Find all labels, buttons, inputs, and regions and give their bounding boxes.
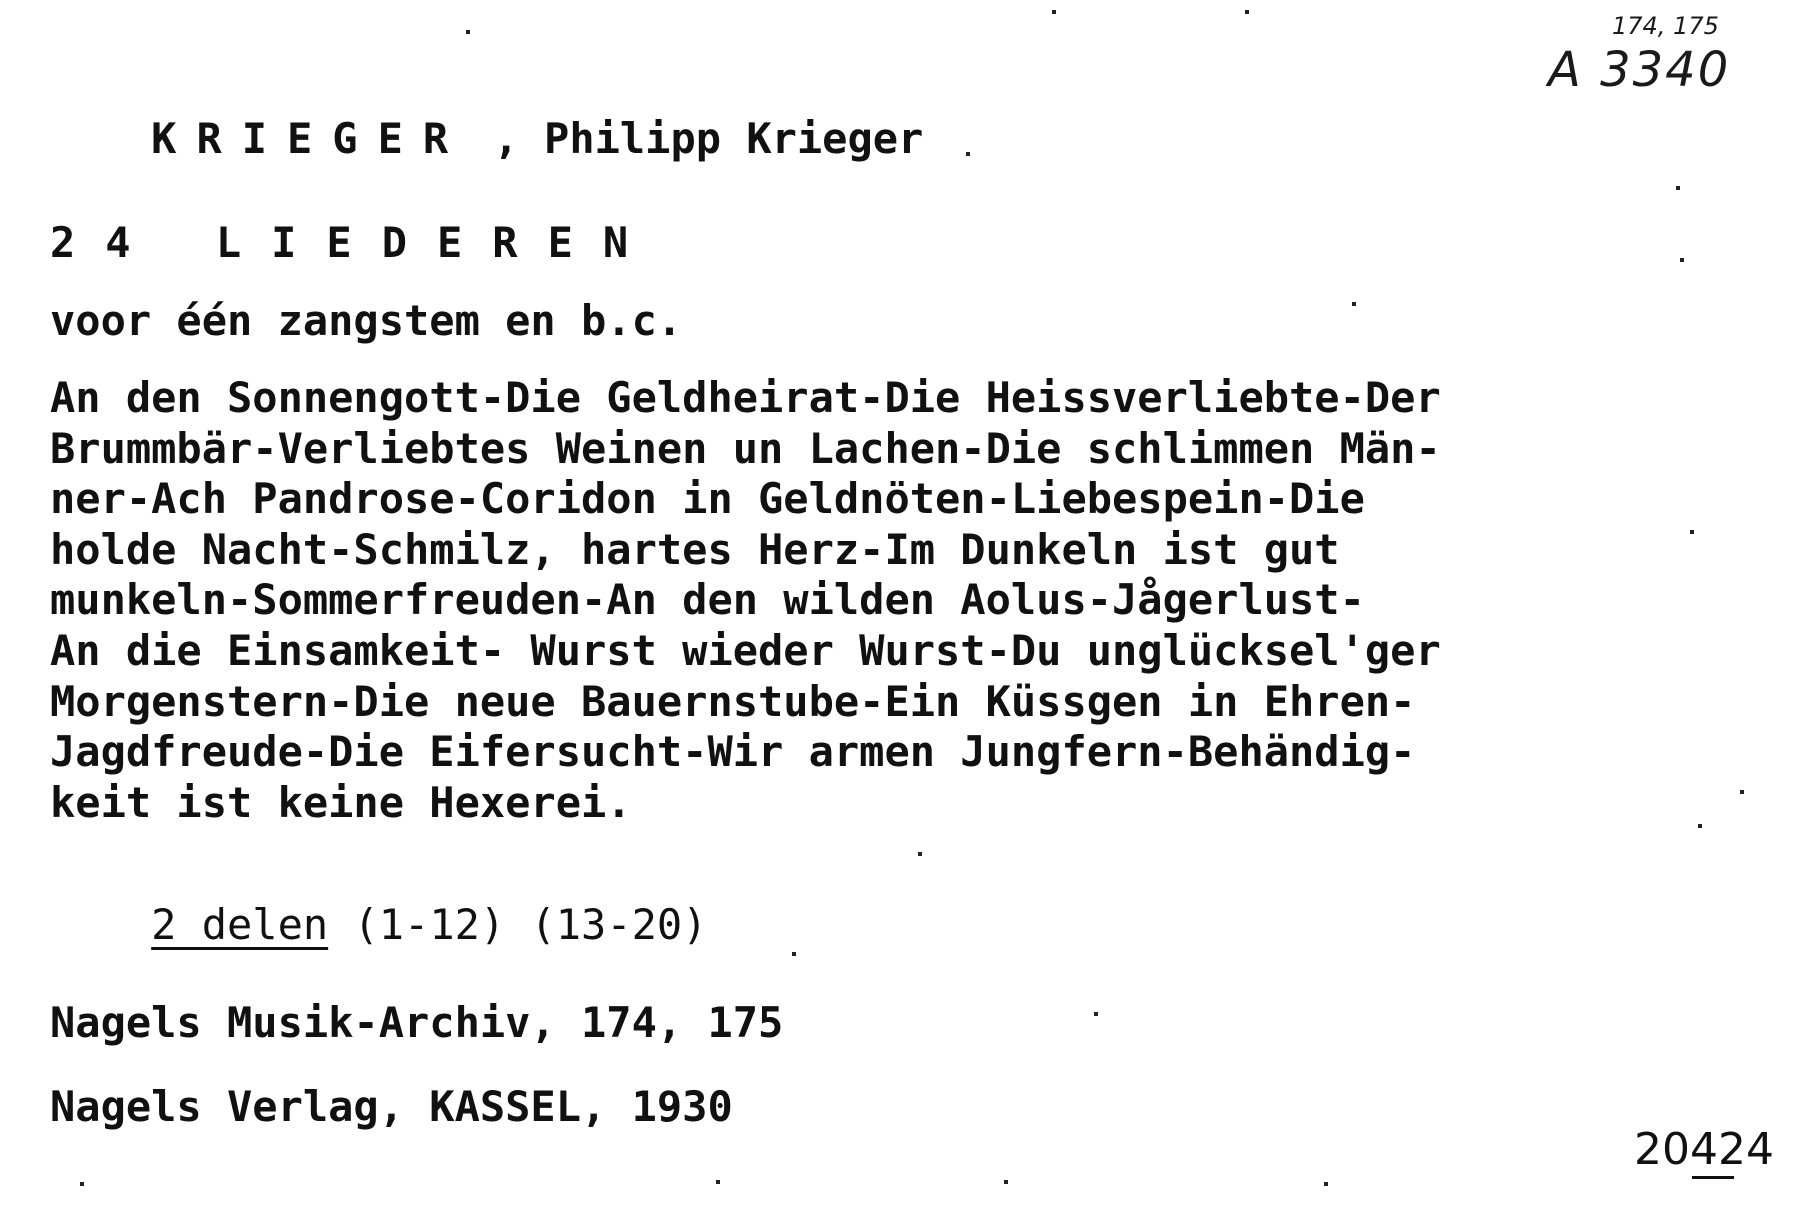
paper-speck	[1352, 302, 1356, 306]
contents-line: Brummbär-Verliebtes Weinen un Lachen-Die schlimmen Män-	[50, 423, 1441, 473]
contents-line: Jagdfreude-Die Eifersucht-Wir armen Jungfern-Behändig-	[50, 727, 1416, 777]
paper-speck	[792, 952, 796, 956]
paper-speck	[1052, 10, 1056, 14]
paper-speck	[1740, 790, 1744, 794]
paper-speck	[716, 1180, 720, 1184]
accession-number: 20424	[1634, 1124, 1774, 1175]
contents-line: munkeln-Sommerfreuden-An den wilden Aolus-Jågerlust-	[50, 575, 1365, 625]
series-statement: Nagels Musik-Archiv, 174, 175	[50, 998, 784, 1047]
contents-list	[50, 373, 1770, 828]
accession-underline	[1692, 1176, 1734, 1179]
paper-speck	[1004, 1180, 1008, 1184]
contents-line: holde Nacht-Schmilz, hartes Herz-Im Dunkeln ist gut	[50, 524, 1340, 574]
work-subtitle: voor één zangstem en b.c.	[50, 296, 683, 345]
paper-speck	[1094, 1012, 1098, 1016]
paper-speck	[466, 30, 470, 34]
parts-count: 2 delen	[151, 900, 329, 949]
publisher-statement: Nagels Verlag, KASSEL, 1930	[50, 1082, 733, 1131]
work-title: 24 LIEDEREN	[50, 218, 659, 267]
paper-speck	[1698, 824, 1702, 828]
contents-line: An die Einsamkeit- Wurst wieder Wurst-Du unglücksel'ger	[50, 625, 1441, 675]
author-surname: KRIEGER	[151, 114, 469, 163]
parts-ranges: (1-12) (13-20)	[328, 900, 708, 949]
handwritten-shelfmark: A 3340	[1548, 42, 1731, 98]
paper-speck	[1324, 1182, 1328, 1186]
paper-speck	[1690, 530, 1694, 534]
contents-line: An den Sonnengott-Die Geldheirat-Die Heissverliebte-Der	[50, 373, 1441, 422]
paper-speck	[1680, 258, 1684, 262]
author-fullname: Philipp Krieger	[544, 114, 924, 163]
contents-line: keit ist keine Hexerei.	[50, 777, 632, 827]
paper-speck	[966, 152, 970, 156]
handwritten-volumes: 174, 175	[1612, 12, 1719, 40]
paper-speck	[1245, 10, 1249, 14]
paper-speck	[80, 1182, 84, 1186]
paper-speck	[918, 852, 922, 856]
contents-line: ner-Ach Pandrose-Coridon in Geldnöten-Liebespein-Die	[50, 474, 1365, 524]
parts-statement	[50, 862, 707, 988]
author-separator: ,	[468, 114, 545, 163]
author-heading	[50, 76, 923, 202]
paper-speck	[1676, 186, 1680, 190]
contents-line: Morgenstern-Die neue Bauernstube-Ein Küssgen in Ehren-	[50, 676, 1416, 726]
